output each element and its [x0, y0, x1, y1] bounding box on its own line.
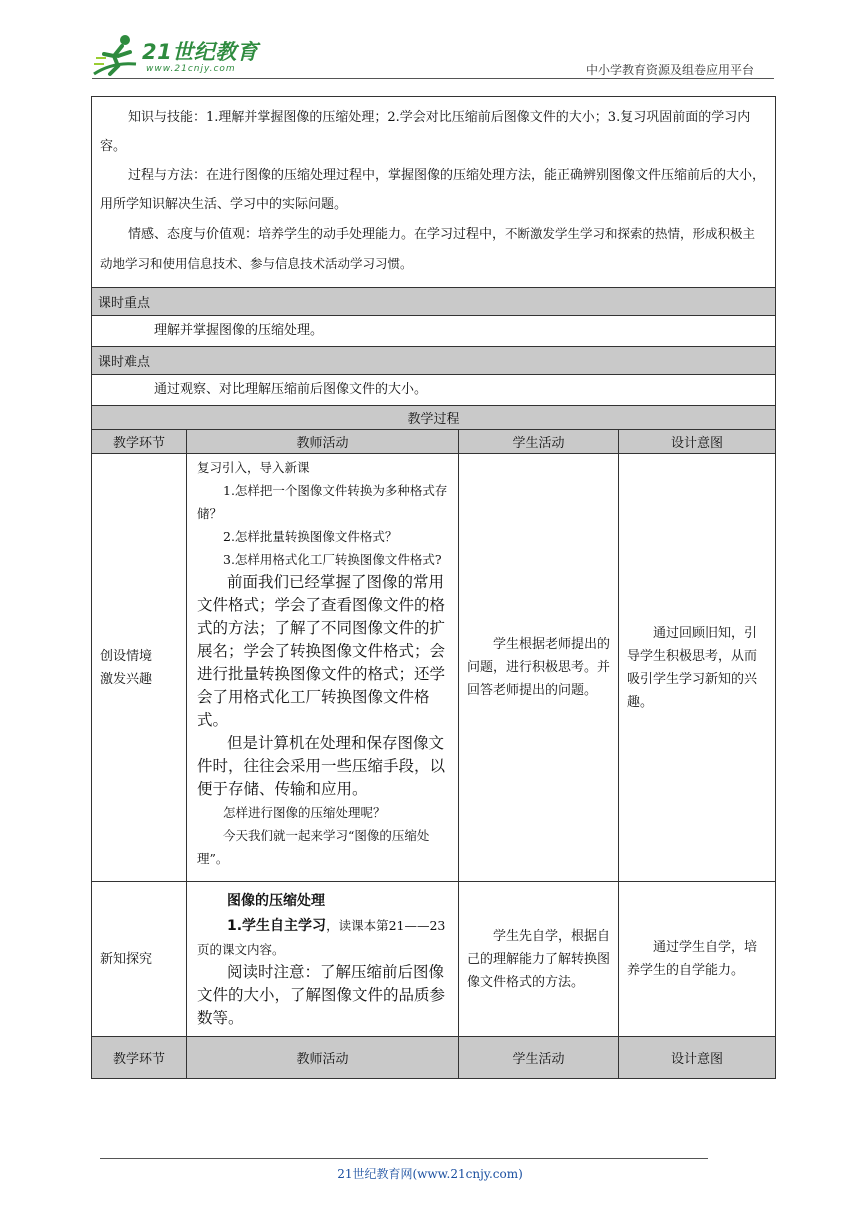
logo [92, 34, 262, 78]
key-point-text: 理解并掌握图像的压缩处理。 [92, 316, 776, 347]
teacher-2-step [197, 914, 451, 961]
student-cell-1 [459, 454, 619, 882]
teacher-2-step-rest: ，读课本第21——23页的课文内容。 [197, 918, 446, 957]
logo-url: www.21cnjy.com [146, 64, 236, 74]
stage-1-line1: 创设情境 [100, 648, 153, 664]
col-student: 学生活动 [459, 430, 619, 454]
intent-cell-1 [619, 454, 776, 882]
lesson-plan-table [91, 96, 776, 1079]
student-2-text: 学生先自学，根据自己的理解能力了解转换图像文件格式的方法。 [467, 928, 611, 990]
objective-emotion [100, 219, 767, 279]
stage-cell-1 [92, 454, 187, 882]
student-cell-2 [459, 882, 619, 1037]
objective-process: 过程与方法：在进行图像的压缩处理过程中，掌握图像的压缩处理方法，能正确辨别图像文件压缩前后的大小，用所学知识解决生活、学习中的实际问题。 [100, 168, 766, 212]
objective-emotion-b: 不断激发学生学习和探索的热情，形成积极主动地学习和使用信息技术、参与信息技术活动学习习惯。 [100, 226, 756, 271]
teacher-1-q3: 3.怎样用格式化工厂转换图像文件格式? [223, 552, 442, 567]
col-teacher-repeat: 教师活动 [187, 1037, 459, 1079]
objective-knowledge: 知识与技能：1.理解并掌握图像的压缩处理；2.学会对比压缩前后图像文件的大小；3.复习巩固前面的学习内容。 [100, 110, 751, 154]
teacher-1-compress: 但是计算机在处理和保存图像文件时，往往会采用一些压缩手段，以便于存储、传输和应用。 [197, 734, 446, 798]
teacher-2-step-bold: 1.学生自主学习 [227, 918, 327, 934]
difficulty-text: 通过观察、对比理解压缩前后图像文件的大小。 [92, 375, 776, 406]
intent-1-text: 通过回顾旧知，引导学生积极思考，从而吸引学生学习新知的兴趣。 [627, 625, 758, 710]
teacher-cell-1 [187, 454, 459, 882]
platform-name: 中小学教育资源及组卷应用平台 [585, 63, 754, 77]
logo-text: 21世纪教育 [142, 40, 259, 64]
key-point-label: 课时重点 [92, 288, 776, 316]
col-teacher: 教师活动 [187, 430, 459, 454]
difficulty-label: 课时难点 [92, 347, 776, 375]
teacher-1-review: 前面我们已经掌握了图像的常用文件格式；学会了查看图像文件的格式的方法；了解了不同图像文件的扩展名；学会了转换图像文件格式；会进行批量转换图像文件的格式；还学会了用格式化工厂转换图像文件格式。 [197, 573, 446, 729]
stage-1-line2: 激发兴趣 [100, 671, 153, 687]
teacher-2-title: 图像的压缩处理 [227, 893, 325, 909]
runner-logo-icon [92, 34, 144, 78]
col-stage: 教学环节 [92, 430, 187, 454]
teacher-1-intro: 复习引入，导入新课 [197, 460, 310, 475]
process-title: 教学过程 [92, 406, 776, 430]
col-intent: 设计意图 [619, 430, 776, 454]
teacher-1-q2: 2.怎样批量转换图像文件格式？ [223, 529, 398, 544]
teacher-cell-2 [187, 882, 459, 1037]
teacher-1-question: 怎样进行图像的压缩处理呢？ [223, 805, 386, 820]
footer-divider [100, 1158, 708, 1159]
col-student-repeat: 学生活动 [459, 1037, 619, 1079]
intent-2-text: 通过学生自学，培养学生的自学能力。 [627, 940, 758, 978]
page-header [92, 30, 774, 80]
col-stage-repeat: 教学环节 [92, 1037, 187, 1079]
teacher-1-today: 今天我们就一起来学习“图像的压缩处理”。 [197, 828, 430, 866]
col-intent-repeat: 设计意图 [619, 1037, 776, 1079]
teacher-2-note: 阅读时注意：了解压缩前后图像文件的大小，了解图像文件的品质参数等。 [197, 963, 446, 1027]
header-divider [92, 78, 774, 79]
objective-emotion-a: 情感、态度与价值观：培养学生的动手处理能力。在学习过程中， [128, 227, 506, 242]
stage-cell-2: 新知探究 [92, 882, 187, 1037]
objectives-cell [92, 97, 776, 288]
student-1-text: 学生根据老师提出的问题，进行积极思考。并回答老师提出的问题。 [467, 637, 611, 698]
intent-cell-2 [619, 882, 776, 1037]
footer-link[interactable]: 21世纪教育网(www.21cnjy.com) [337, 1167, 523, 1181]
teacher-1-q1: 1.怎样把一个图像文件转换为多种格式存储？ [197, 483, 448, 521]
